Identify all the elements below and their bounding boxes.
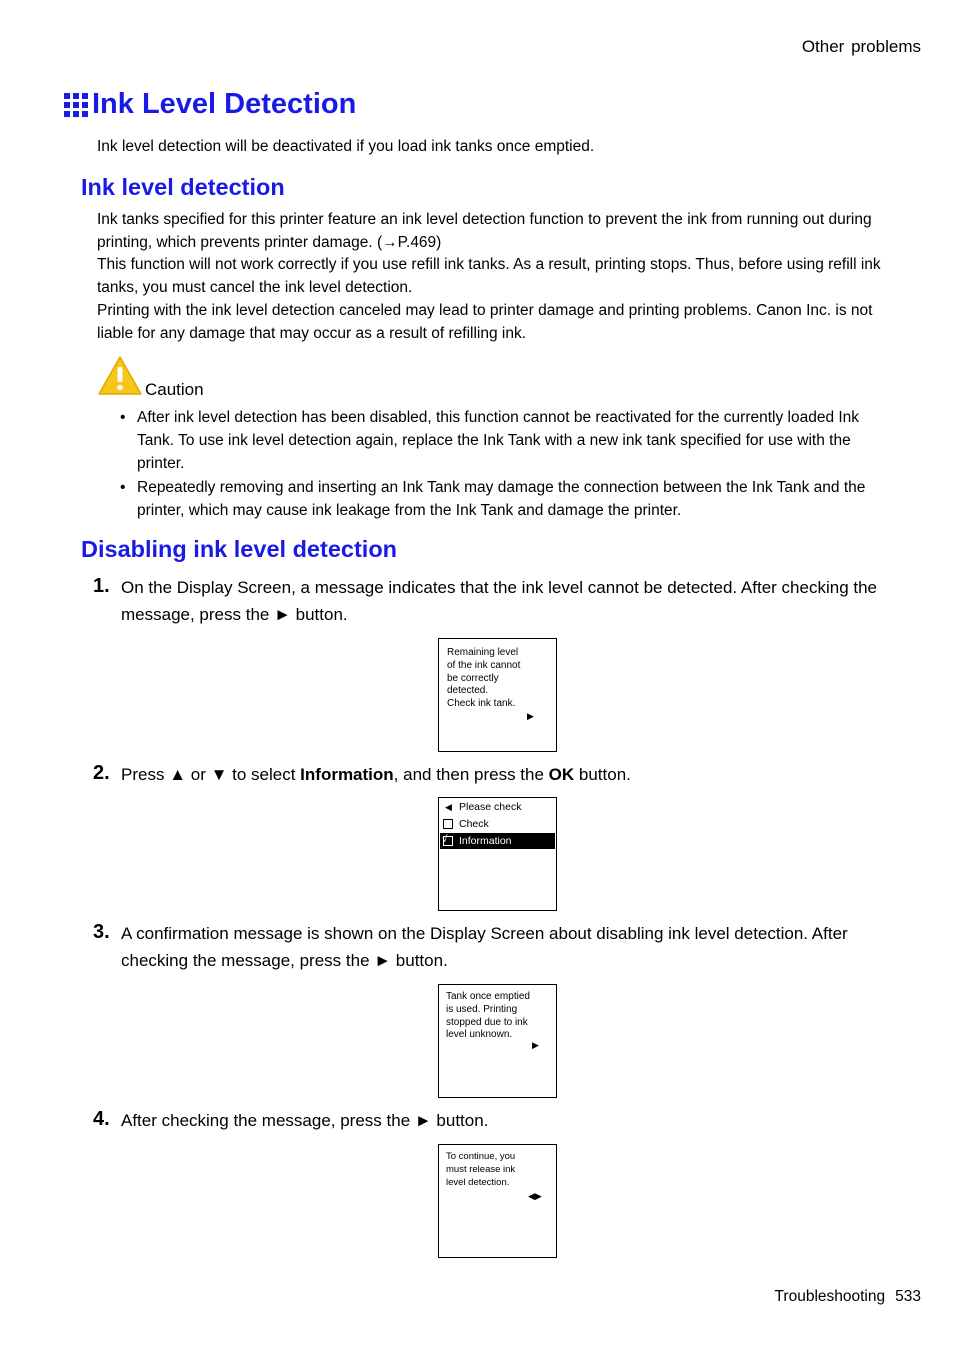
step-text bbox=[121, 920, 891, 974]
paragraph: Printing with the ink level detection canceled may lead to printer damage and printing problems. Canon Inc. is not liable for any damage that may occur as a result of refilling ink. bbox=[97, 301, 873, 342]
step-text-part: button. bbox=[431, 1111, 489, 1130]
step-text-part: On the Display Screen, a message indicates that the ink level cannot be detected. After checking the message, press the bbox=[121, 578, 878, 624]
paragraph: This function will not work correctly if you use refill ink tanks. As a result, printing stops. Thus, before using refill ink tanks, you must cancel the ink level detection. bbox=[97, 256, 881, 297]
section-heading-ink-level-detection: Ink level detection bbox=[81, 174, 285, 200]
checkbox-icon bbox=[443, 819, 453, 829]
step-text-part: Press bbox=[121, 765, 170, 784]
menu-header bbox=[440, 799, 555, 815]
step-text-part: button. bbox=[290, 605, 348, 624]
screen-message: To continue, you must release ink level detection. bbox=[446, 1151, 516, 1188]
menu-option-label: Check bbox=[459, 818, 489, 830]
display-screen bbox=[438, 984, 557, 1098]
caution-label: Caution bbox=[145, 380, 204, 399]
caution-header bbox=[97, 355, 204, 399]
right-arrow-icon: ▶ bbox=[527, 711, 534, 721]
up-arrow-icon: ▲ bbox=[169, 765, 187, 784]
step-text bbox=[121, 761, 891, 788]
information-label: Information bbox=[300, 765, 394, 784]
bullet: • bbox=[120, 409, 126, 426]
right-arrow-icon: ► bbox=[414, 1111, 432, 1130]
display-screen bbox=[438, 638, 557, 752]
step-text bbox=[121, 574, 891, 628]
list-item bbox=[120, 406, 880, 475]
step-number: 1. bbox=[93, 575, 110, 597]
step-text-part: to select bbox=[227, 765, 301, 784]
section1-body bbox=[97, 209, 887, 345]
step-text-part: , and then press the bbox=[393, 765, 549, 784]
list-item-text: After ink level detection has been disabled, this function cannot be reactivated for the currently loaded Ink Tank. To use ink level detection again, replace the Ink Tank with a new ink tank specified for use with the printer. bbox=[137, 409, 860, 472]
page-footer bbox=[775, 1288, 921, 1306]
display-screen bbox=[438, 1144, 557, 1258]
screen-message: Tank once emptied is used. Printing stopped due to ink level unknown. bbox=[446, 991, 530, 1041]
right-arrow-icon: ▶ bbox=[532, 1040, 539, 1050]
right-arrow-icon: ► bbox=[374, 951, 392, 970]
menu-header-label: Please check bbox=[459, 801, 522, 813]
menu-option-check bbox=[440, 816, 555, 832]
step-text-part: or bbox=[186, 765, 211, 784]
back-arrow-icon: ◀ bbox=[445, 802, 452, 812]
menu-option-information bbox=[440, 833, 555, 849]
step-number: 4. bbox=[93, 1108, 110, 1130]
display-screen bbox=[438, 797, 557, 911]
caution-list bbox=[120, 406, 880, 523]
bullet: • bbox=[120, 479, 126, 496]
left-right-arrow-icon: ◀▶ bbox=[528, 1191, 542, 1201]
step-text-part: button. bbox=[574, 765, 631, 784]
step-text-part: A confirmation message is shown on the Display Screen about disabling ink level detection. After checking the message, press the bbox=[121, 924, 848, 970]
paragraph: Ink tanks specified for this printer feature an ink level detection function to prevent the ink from running out during printing, which prevents printer damage. (→P.469) bbox=[97, 211, 872, 251]
step-text-part: button. bbox=[391, 951, 448, 970]
step-text bbox=[121, 1107, 891, 1134]
step-number: 3. bbox=[93, 921, 110, 943]
warning-icon bbox=[97, 355, 143, 396]
list-item-text: Repeatedly removing and inserting an Ink Tank may damage the connection between the Ink Tank and the printer, which may cause ink leakage from the Ink Tank and damage the printer. bbox=[137, 479, 866, 519]
menu-option-label: Information bbox=[459, 835, 512, 847]
running-header: Other problems bbox=[801, 37, 921, 56]
page-title: Ink Level Detection bbox=[92, 88, 357, 120]
screen-message: Remaining level of the ink cannot be correctly detected. Check ink tank. bbox=[447, 647, 521, 710]
grid-icon bbox=[64, 93, 88, 117]
list-item bbox=[120, 476, 880, 522]
title-block bbox=[64, 88, 356, 121]
footer-section: Troubleshooting bbox=[774, 1288, 886, 1305]
check-mark: √ bbox=[442, 834, 448, 845]
section-heading-disabling: Disabling ink level detection bbox=[81, 536, 398, 562]
down-arrow-icon: ▼ bbox=[210, 765, 228, 784]
step-text-part: After checking the message, press the bbox=[121, 1111, 415, 1130]
step-number: 2. bbox=[93, 762, 110, 784]
intro-text: Ink level detection will be deactivated if you load ink tanks once emptied. bbox=[97, 138, 595, 155]
right-arrow-icon: ► bbox=[274, 605, 291, 624]
page-number: 533 bbox=[895, 1288, 921, 1305]
ok-label: OK bbox=[548, 765, 575, 784]
